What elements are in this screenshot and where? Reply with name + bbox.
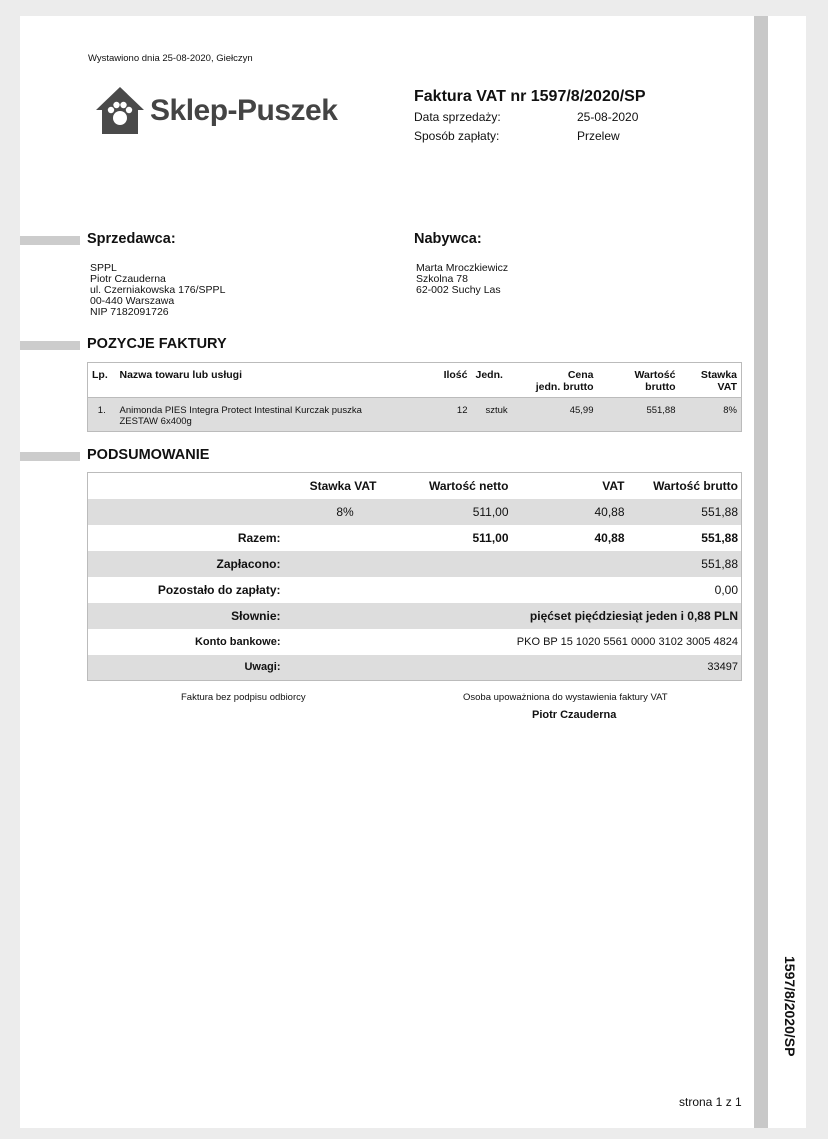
section-bar (20, 452, 80, 461)
section-bar (20, 341, 80, 350)
col-value (598, 363, 680, 398)
signature-right: Osoba upoważniona do wystawienia faktury VAT (463, 692, 668, 703)
col-vat-line2: VAT (717, 381, 737, 393)
items-table (87, 362, 742, 432)
seller-line: Piotr Czauderna (90, 273, 166, 285)
item-vat: 8% (680, 398, 742, 432)
item-qty: 12 (432, 398, 472, 432)
summary-header-row (88, 473, 742, 499)
bank-label: Konto bankowe: (194, 635, 281, 648)
total-gross: 551,88 (701, 530, 738, 545)
col-vat (680, 363, 742, 398)
side-invoice-number: 1597/8/2020/SP (782, 956, 798, 1057)
col-value-line1: Wartość (634, 369, 676, 381)
table-row (88, 398, 742, 432)
summary-total-row (88, 525, 742, 551)
total-vat: 40,88 (594, 530, 625, 545)
col-price-line2: jedn. brutto (535, 381, 594, 393)
buyer-line: Marta Mroczkiewicz (416, 262, 509, 274)
paid-value: 551,88 (284, 551, 742, 577)
bank-row (88, 629, 742, 655)
issued-line: Wystawiono dnia 25-08-2020, Giełczyn (88, 53, 253, 64)
payment-method-value: Przelew (577, 129, 620, 143)
col-price-line1: Cena (567, 369, 594, 381)
seller-line: ul. Czerniakowska 176/SPPL (90, 284, 226, 296)
seller-line: SPPL (90, 262, 117, 274)
item-price: 45,99 (524, 398, 598, 432)
total-label: Razem: (237, 530, 281, 545)
summary-col-gross: Wartość brutto (653, 478, 738, 493)
buyer-heading: Nabywca: (414, 231, 482, 247)
shop-logo (94, 84, 354, 138)
remaining-label: Pozostało do zapłaty: (157, 582, 281, 597)
side-stripe (754, 16, 768, 1128)
page-number: strona 1 z 1 (679, 1095, 742, 1109)
notes-label: Uwagi: (88, 655, 284, 681)
col-name: Nazwa towaru lub usługi (119, 369, 243, 381)
summary-col-net: Wartość netto (428, 478, 509, 493)
seller-line: NIP 7182091726 (90, 306, 169, 318)
section-bar (20, 236, 80, 245)
total-net: 511,00 (472, 530, 509, 545)
item-name-line1: Animonda PIES Integra Protect Intestinal Kurczak puszka (119, 405, 362, 416)
sale-date-value: 25-08-2020 (577, 110, 639, 124)
summary-table (87, 472, 742, 681)
seller-address (90, 263, 225, 318)
summary-heading: PODSUMOWANIE (87, 447, 210, 463)
notes-value: 33497 (284, 655, 742, 681)
side-panel (768, 16, 806, 1128)
signature-name: Piotr Czauderna (532, 709, 617, 721)
summary-col-vat: VAT (602, 478, 625, 493)
item-name (116, 398, 432, 432)
paw-house-icon (94, 84, 146, 138)
items-header-row (88, 363, 742, 398)
seller-line: 00-440 Warszawa (90, 295, 175, 307)
paid-row (88, 551, 742, 577)
buyer-line: 62-002 Suchy Las (416, 284, 501, 296)
buyer-address (416, 263, 508, 296)
rate-gross: 551,88 (628, 499, 742, 525)
rate-net: 511,00 (380, 499, 512, 525)
buyer-line: Szkolna 78 (416, 273, 468, 285)
paid-label: Zapłacono: (88, 551, 284, 577)
bank-value: PKO BP 15 1020 5561 0000 3102 3005 4824 (516, 635, 738, 648)
invoice-title: Faktura VAT nr 1597/8/2020/SP (414, 88, 646, 105)
remaining-row (88, 577, 742, 603)
signature-left: Faktura bez podpisu odbiorcy (181, 692, 306, 703)
item-value: 551,88 (598, 398, 680, 432)
words-row (88, 603, 742, 629)
item-name-line2: ZESTAW 6x400g (119, 416, 192, 427)
col-lp: Lp. (92, 369, 108, 381)
words-label: Słownie: (88, 603, 284, 629)
rate-vat: 40,88 (512, 499, 628, 525)
seller-heading: Sprzedawca: (87, 231, 176, 247)
item-lp: 1. (88, 398, 116, 432)
col-price (524, 363, 598, 398)
words-value: pięćset pięćdziesiąt jeden i 0,88 PLN (284, 603, 742, 629)
col-value-line2: brutto (645, 381, 676, 393)
sale-date-label: Data sprzedaży: (414, 110, 501, 124)
items-heading: POZYCJE FAKTURY (87, 336, 227, 352)
rate-value: 8% (284, 499, 380, 525)
logo-text: Sklep-Puszek (150, 94, 338, 127)
payment-method-label: Sposób zapłaty: (414, 129, 500, 143)
summary-rate-row (88, 499, 742, 525)
col-unit: Jedn. (475, 369, 503, 381)
summary-col-rate: Stawka VAT (309, 478, 377, 493)
item-unit: sztuk (472, 398, 524, 432)
notes-row (88, 655, 742, 681)
col-vat-line1: Stawka (700, 369, 737, 381)
remaining-value: 0,00 (714, 582, 738, 597)
col-qty: Ilość (443, 369, 468, 381)
